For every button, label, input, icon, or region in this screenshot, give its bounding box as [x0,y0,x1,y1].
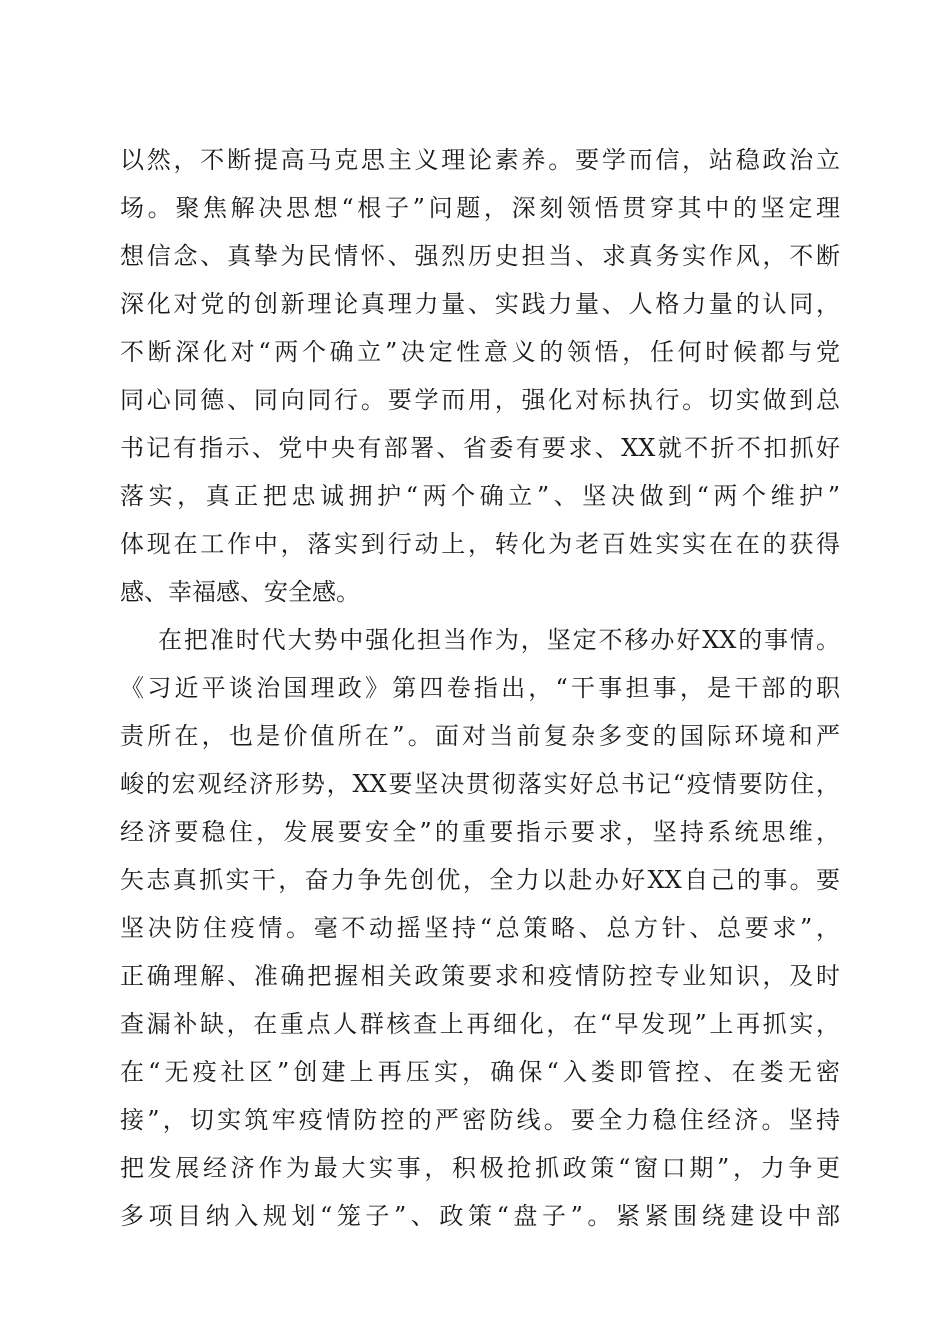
text-line: 场。聚焦解决思想“根子”问题，深刻领悟贯穿其中的坚定理 [120,194,840,222]
text-line: 多项目纳入规划“笼子”、政策“盘子”。紧紧围绕建设中部 [120,1202,840,1230]
text-line: 矢志真抓实干，奋力争先创优，全力以赴办好XX自己的事。要 [120,866,840,894]
text-line: 把发展经济作为最大实事，积极抢抓政策“窗口期”，力争更 [120,1154,840,1182]
text-line: 查漏补缺，在重点人群核查上再细化，在“早发现”上再抓实， [120,1010,840,1038]
paragraph-first-line: 在把准时代大势中强化担当作为，坚定不移办好XX的事情。 [158,626,840,654]
text-line: 书记有指示、党中央有部署、省委有要求、XX就不折不扣抓好 [120,434,840,462]
text-line: 《习近平谈治国理政》第四卷指出，“干事担事，是干部的职 [120,674,840,702]
text-line: 正确理解、准确把握相关政策要求和疫情防控专业知识，及时 [120,962,840,990]
text-line: 峻的宏观经济形势，XX要坚决贯彻落实好总书记“疫情要防住， [120,770,840,798]
text-line: 体现在工作中，落实到行动上，转化为老百姓实实在在的获得 [120,530,840,558]
text-line: 经济要稳住，发展要安全”的重要指示要求，坚持系统思维， [120,818,840,846]
text-line: 在“无疫社区”创建上再压实，确保“入娄即管控、在娄无密 [120,1058,840,1086]
text-line: 感、幸福感、安全感。 [120,578,360,606]
text-line: 深化对党的创新理论真理力量、实践力量、人格力量的认同， [120,290,840,318]
text-line: 以然，不断提高马克思主义理论素养。要学而信，站稳政治立 [120,146,840,174]
text-line: 责所在，也是价值所在”。面对当前复杂多变的国际环境和严 [120,722,840,750]
text-line: 落实，真正把忠诚拥护“两个确立”、坚决做到“两个维护” [120,482,840,510]
text-line: 同心同德、同向同行。要学而用，强化对标执行。切实做到总 [120,386,840,414]
text-line: 不断深化对“两个确立”决定性意义的领悟，任何时候都与党 [120,338,840,366]
text-line: 接”，切实筑牢疫情防控的严密防线。要全力稳住经济。坚持 [120,1106,840,1134]
text-line: 想信念、真挚为民情怀、强烈历史担当、求真务实作风，不断 [120,242,840,270]
text-line: 坚决防住疫情。毫不动摇坚持“总策略、总方针、总要求”， [120,914,840,942]
